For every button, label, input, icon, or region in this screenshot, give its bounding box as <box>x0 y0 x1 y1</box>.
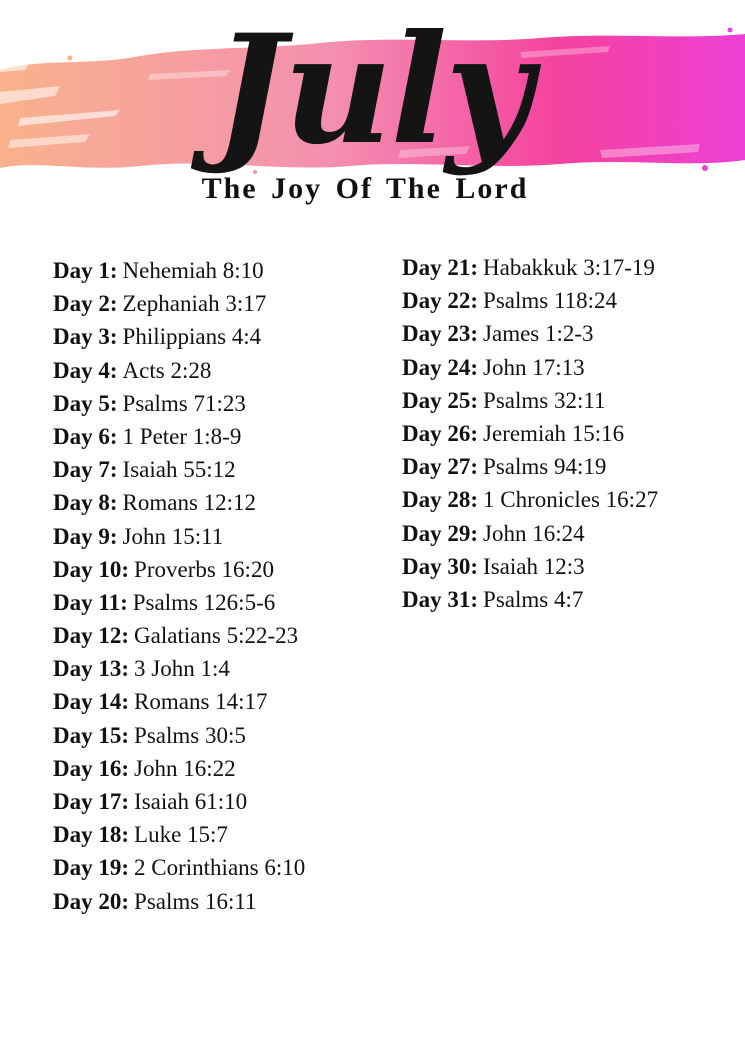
scripture-reference: Psalms 118:24 <box>483 288 617 314</box>
list-item <box>53 685 305 718</box>
list-item <box>53 553 305 586</box>
scripture-reference: Acts 2:28 <box>122 357 212 383</box>
scripture-reference: Proverbs 16:20 <box>134 556 274 582</box>
list-item <box>402 284 658 317</box>
list-item <box>53 254 305 287</box>
list-item <box>53 752 305 785</box>
day-label: Day 7: <box>53 457 118 483</box>
list-item <box>402 583 658 616</box>
list-item <box>53 486 305 519</box>
day-label: Day 18: <box>53 822 130 848</box>
day-label: Day 11: <box>53 589 128 615</box>
day-label: Day 15: <box>53 722 130 748</box>
scripture-reference: Romans 14:17 <box>134 689 268 715</box>
day-label: Day 4: <box>53 357 118 383</box>
day-label: Day 5: <box>53 390 118 416</box>
scripture-reference: Psalms 30:5 <box>134 722 246 748</box>
scripture-reference: Zephaniah 3:17 <box>122 291 267 317</box>
scripture-reference: Galatians 5:22-23 <box>134 623 299 649</box>
scripture-reference: James 1:2-3 <box>483 321 594 347</box>
day-label: Day 26: <box>402 420 479 446</box>
list-item <box>402 450 658 483</box>
scripture-reference: Psalms 126:5-6 <box>132 589 276 615</box>
scripture-reference: Psalms 4:7 <box>483 586 584 612</box>
day-label: Day 29: <box>402 520 479 546</box>
day-label: Day 17: <box>53 789 130 814</box>
day-label: Day 14: <box>53 689 130 715</box>
list-item <box>53 520 305 553</box>
list-item <box>402 550 658 583</box>
scripture-reference: Psalms 71:23 <box>122 390 246 416</box>
list-item <box>53 586 305 619</box>
day-label: Day 6: <box>53 423 118 449</box>
day-label: Day 12: <box>53 623 130 649</box>
day-label: Day 21: <box>402 255 479 280</box>
scripture-reference: Jeremiah 15:16 <box>483 420 625 446</box>
scripture-reference: Habakkuk 3:17-19 <box>483 255 655 280</box>
month-title: July <box>214 2 531 178</box>
reading-list-right <box>402 251 658 616</box>
day-label: Day 1: <box>53 258 118 283</box>
scripture-reference: Romans 12:12 <box>122 490 257 516</box>
list-item <box>402 483 658 516</box>
scripture-reference: John 16:22 <box>134 755 236 781</box>
list-item <box>53 287 305 320</box>
list-item <box>402 317 658 350</box>
scripture-reference: John 15:11 <box>122 523 224 549</box>
day-label: Day 22: <box>402 288 479 314</box>
list-item <box>53 851 305 884</box>
day-label: Day 16: <box>53 755 130 781</box>
list-item <box>53 619 305 652</box>
day-label: Day 19: <box>53 855 130 881</box>
list-item <box>402 417 658 450</box>
scripture-reference: 1 Chronicles 16:27 <box>483 487 659 513</box>
plan-subtitle: The Joy Of The Lord <box>201 172 529 205</box>
list-item <box>53 885 305 918</box>
scripture-reference: Psalms 32:11 <box>483 387 606 413</box>
scripture-reference: Psalms 94:19 <box>483 454 607 480</box>
list-item <box>53 652 305 685</box>
list-item <box>53 420 305 453</box>
scripture-reference: Isaiah 12:3 <box>483 553 585 579</box>
day-label: Day 28: <box>402 487 479 513</box>
list-item <box>402 351 658 384</box>
scripture-reference: Luke 15:7 <box>134 822 228 848</box>
day-label: Day 13: <box>53 656 130 682</box>
scripture-reference: 3 John 1:4 <box>134 656 230 682</box>
scripture-reference: 2 Corinthians 6:10 <box>134 855 306 881</box>
day-label: Day 27: <box>402 454 479 480</box>
day-label: Day 10: <box>53 556 130 582</box>
reading-list-left <box>53 254 305 918</box>
list-item <box>53 354 305 387</box>
day-label: Day 3: <box>53 324 118 350</box>
day-label: Day 25: <box>402 387 479 413</box>
day-label: Day 24: <box>402 354 479 380</box>
scripture-reference: John 16:24 <box>483 520 585 546</box>
scripture-reference: John 17:13 <box>483 354 585 380</box>
scripture-reference: Isaiah 55:12 <box>122 457 236 483</box>
list-item <box>402 384 658 417</box>
list-item <box>53 453 305 486</box>
day-label: Day 31: <box>402 586 479 612</box>
list-item <box>402 517 658 550</box>
list-item <box>53 818 305 851</box>
day-label: Day 30: <box>402 553 479 579</box>
scripture-reference: Nehemiah 8:10 <box>122 258 264 283</box>
list-item <box>53 785 305 818</box>
day-label: Day 8: <box>53 490 118 516</box>
scripture-reference: Psalms 16:11 <box>134 888 257 914</box>
day-label: Day 23: <box>402 321 479 347</box>
list-item <box>53 320 305 353</box>
day-label: Day 9: <box>53 523 118 549</box>
scripture-reference: Isaiah 61:10 <box>134 789 248 814</box>
list-item <box>53 387 305 420</box>
list-item <box>53 719 305 752</box>
day-label: Day 2: <box>53 291 118 317</box>
scripture-reference: Philippians 4:4 <box>122 324 262 350</box>
list-item <box>402 251 658 284</box>
scripture-reference: 1 Peter 1:8-9 <box>122 423 242 449</box>
day-label: Day 20: <box>53 888 130 914</box>
